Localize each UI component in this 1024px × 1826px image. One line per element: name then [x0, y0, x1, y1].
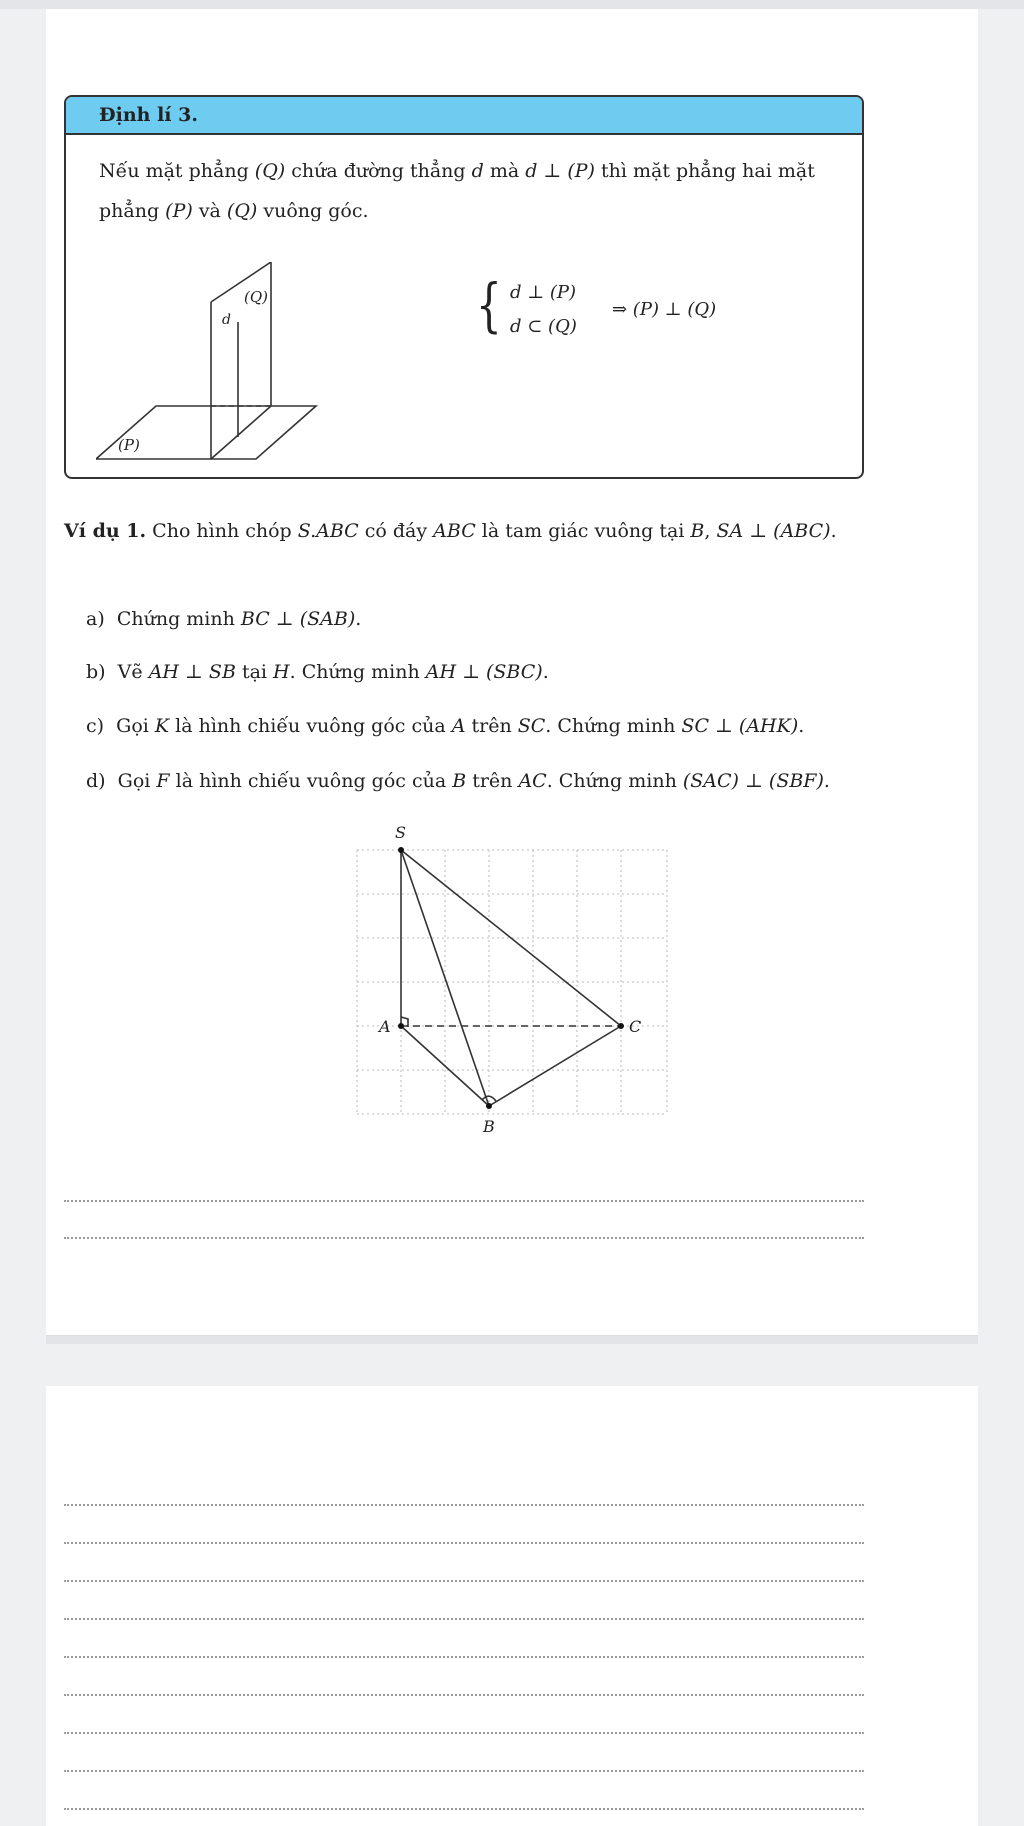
text-run: . — [798, 715, 805, 737]
perpendicular-planes-figure — [96, 262, 336, 462]
math-run: AH ⊥ (SBC) — [425, 661, 543, 683]
label-line-d: d — [222, 312, 231, 328]
dotted-grid — [357, 850, 667, 1114]
text-run: thì mặt phẳng hai mặt phẳng — [99, 160, 815, 222]
text-run: . — [542, 661, 549, 683]
math-run: B — [690, 520, 705, 542]
text-run: chứa đường thẳng — [285, 160, 472, 182]
text-run: là hình chiếu vuông góc của — [169, 715, 452, 737]
math-run: B — [452, 770, 467, 792]
math-run: d ⊥ (P) — [525, 160, 595, 182]
text-run: Cho hình chóp — [146, 520, 298, 542]
text-run: trên — [466, 770, 519, 792]
math-run: SC ⊥ (AHK) — [681, 715, 799, 737]
text-run: Vẽ — [117, 661, 149, 683]
math-run: S.ABC — [297, 520, 359, 542]
answer-line — [64, 1770, 864, 1772]
answer-line — [64, 1656, 864, 1658]
text-run: . Chứng minh — [289, 661, 426, 683]
exercise-item-b — [86, 661, 549, 683]
text-run: . Chứng minh — [545, 715, 682, 737]
answer-line — [64, 1694, 864, 1696]
text-run: là hình chiếu vuông góc của — [169, 770, 453, 792]
vertex-A — [398, 1023, 404, 1029]
math-run: d — [471, 160, 484, 182]
vertex-S — [398, 847, 404, 853]
text-run: Gọi — [116, 715, 155, 737]
math-run: H — [273, 661, 290, 683]
text-run: , — [704, 520, 717, 542]
text-run: Nếu mặt phẳng — [99, 160, 255, 182]
text-run: vuông góc. — [257, 200, 369, 222]
example-label: Ví dụ 1. — [64, 520, 147, 542]
answer-line — [64, 1808, 864, 1810]
theorem-statement — [99, 151, 839, 231]
system-line-2: d ⊂ (Q) — [510, 316, 577, 337]
text-run: . — [823, 770, 830, 792]
item-label: a) — [86, 608, 105, 630]
exercise-item-c — [86, 715, 804, 737]
theorem-box — [64, 95, 864, 479]
math-run: (P) — [165, 200, 193, 222]
exercise-item-d — [86, 770, 830, 792]
answer-line — [64, 1618, 864, 1620]
document-page-2 — [46, 1386, 978, 1826]
answer-line — [64, 1580, 864, 1582]
text-run: Gọi — [117, 770, 157, 792]
answer-line — [64, 1237, 864, 1239]
label-plane-q: (Q) — [244, 288, 269, 306]
item-label: d) — [86, 770, 106, 792]
edge-BC — [489, 1026, 621, 1106]
math-run: F — [156, 770, 170, 792]
theorem-title: Định lí 3. — [66, 97, 862, 135]
text-run: trên — [465, 715, 518, 737]
label-A: A — [379, 1017, 391, 1036]
text-run: Chứng minh — [116, 608, 241, 630]
label-C: C — [629, 1017, 642, 1036]
answer-line — [64, 1504, 864, 1506]
vertex-C — [618, 1023, 624, 1029]
vertex-B — [486, 1103, 492, 1109]
math-run: (Q) — [254, 160, 286, 182]
math-run: AH ⊥ SB — [148, 661, 236, 683]
label-plane-p: (P) — [118, 436, 140, 454]
viewer-top-bar — [0, 0, 1024, 9]
example-statement — [64, 512, 870, 550]
item-label: b) — [86, 661, 106, 683]
text-run: mà — [483, 160, 526, 182]
math-run: AC — [518, 770, 547, 792]
page-gap — [46, 1336, 978, 1344]
answer-line — [64, 1732, 864, 1734]
text-run: tại — [235, 661, 274, 683]
text-run: . — [355, 608, 362, 630]
math-run: (SAC) ⊥ (SBF) — [682, 770, 824, 792]
math-run: K — [154, 715, 170, 737]
exercise-item-a — [86, 608, 361, 630]
math-run: (Q) — [226, 200, 258, 222]
text-run: có đáy — [358, 520, 434, 542]
math-run: BC ⊥ (SAB) — [240, 608, 356, 630]
math-run: SC — [517, 715, 546, 737]
system-result: ⇒ (P) ⊥ (Q) — [612, 299, 717, 320]
plane-q-edge — [211, 406, 271, 459]
answer-line — [64, 1200, 864, 1202]
answer-line — [64, 1542, 864, 1544]
edge-SB — [401, 850, 489, 1106]
pyramid-figure — [345, 820, 675, 1145]
text-run: . — [830, 520, 837, 542]
text-run: và — [192, 200, 227, 222]
text-run: . Chứng minh — [546, 770, 683, 792]
text-run: là tam giác vuông tại — [475, 520, 691, 542]
item-label: c) — [86, 715, 105, 737]
system-line-1: d ⊥ (P) — [510, 282, 577, 303]
math-run: ABC — [433, 520, 476, 542]
brace-symbol: { — [476, 271, 502, 339]
label-S: S — [395, 823, 406, 842]
math-run: A — [451, 715, 466, 737]
label-B: B — [483, 1117, 495, 1136]
math-run: SA ⊥ (ABC) — [716, 520, 831, 542]
